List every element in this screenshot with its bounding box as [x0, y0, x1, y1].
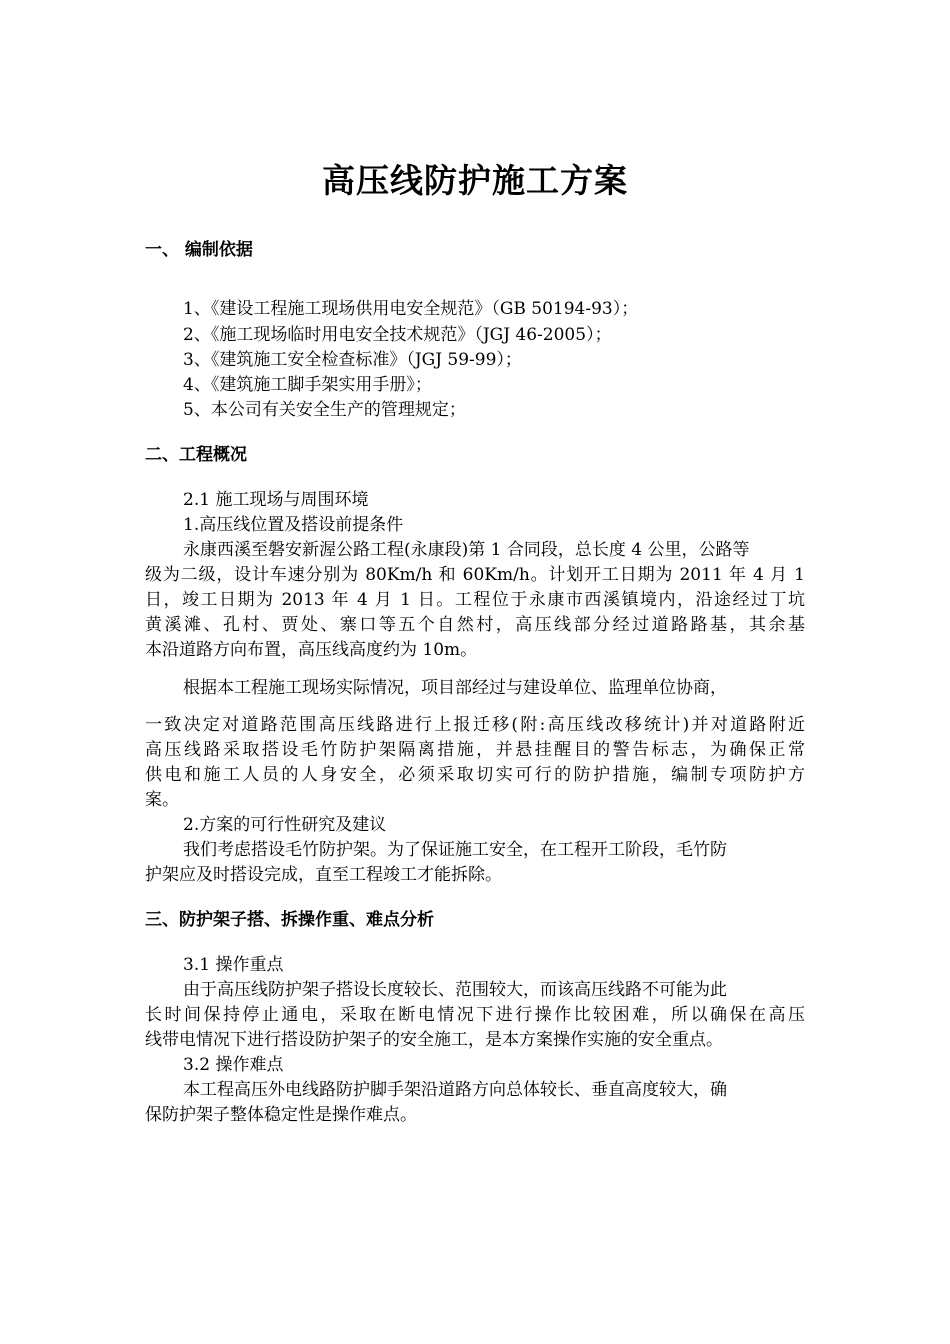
- para4-line-2: 长时间保持停止通电，采取在断电情况下进行操作比较困难，所以确保在高压: [145, 1005, 805, 1025]
- para2-line-1: 根据本工程施工现场实际情况，项目部经过与建设单位、监理单位协商，: [183, 678, 727, 698]
- para1-line-2: 级为二级，设计车速分别为 80Km/h 和 60Km/h。计划开工日期为 2011 年 4 月 1: [145, 565, 805, 585]
- para5-line-1: 本工程高压外电线路防护脚手架沿道路方向总体较长、垂直高度较大，确: [183, 1080, 727, 1100]
- basis-item-5: 5、本公司有关安全生产的管理规定；: [183, 400, 466, 420]
- para2-line-2: 一致决定对道路范围高压线路进行上报迁移(附:高压线改移统计)并对道路附近: [145, 715, 805, 735]
- para1-line-1: 永康西溪至磐安新渥公路工程(永康段)第 1 合同段，总长度 4 公里，公路等: [183, 540, 750, 560]
- para1-line-5: 本沿道路方向布置，高压线高度约为 10m。: [145, 640, 478, 660]
- document-title: 高压线防护施工方案: [322, 161, 628, 200]
- subheading-2-1: 2.1 施工现场与周围环境: [183, 490, 369, 510]
- basis-item-3: 3、《建筑施工安全检查标准》（JGJ 59-99）；: [183, 350, 522, 370]
- basis-item-1: 1、《建设工程施工现场供用电安全规范》（GB 50194-93）；: [183, 299, 639, 319]
- para4-line-1: 由于高压线防护架子搭设长度较长、范围较大，而该高压线路不可能为此: [183, 980, 727, 1000]
- para2-line-5: 案。: [145, 790, 179, 810]
- section-heading-3: 三、防护架子搭、拆操作重、难点分析: [145, 910, 434, 930]
- section-heading-2: 二、工程概况: [145, 445, 247, 465]
- subheading-2: 2.方案的可行性研究及建议: [183, 815, 387, 835]
- subheading-3-1: 3.1 操作重点: [183, 955, 284, 975]
- para2-line-4: 供电和施工人员的人身安全，必须采取切实可行的防护措施，编制专项防护方: [145, 765, 805, 785]
- basis-item-4: 4、《建筑施工脚手架实用手册》；: [183, 375, 432, 395]
- subheading-3-2: 3.2 操作难点: [183, 1055, 284, 1075]
- para3-line-1: 我们考虑搭设毛竹防护架。为了保证施工安全，在工程开工阶段，毛竹防: [183, 840, 727, 860]
- subheading-1: 1.高压线位置及搭设前提条件: [183, 515, 404, 535]
- para1-line-4: 黄溪滩、孔村、贾处、寨口等五个自然村，高压线部分经过道路路基，其余基: [145, 615, 805, 635]
- basis-item-2: 2、《施工现场临时用电安全技术规范》（JGJ 46-2005）；: [183, 325, 612, 345]
- para2-line-3: 高压线路采取搭设毛竹防护架隔离措施，并悬挂醒目的警告标志，为确保正常: [145, 740, 805, 760]
- para4-line-3: 线带电情况下进行搭设防护架子的安全施工，是本方案操作实施的安全重点。: [145, 1030, 723, 1050]
- section-heading-1: 一、 编制依据: [145, 240, 253, 260]
- para3-line-2: 护架应及时搭设完成，直至工程竣工才能拆除。: [145, 865, 502, 885]
- para1-line-3: 日，竣工日期为 2013 年 4 月 1 日。工程位于永康市西溪镇境内，沿途经过丁坑: [145, 590, 805, 610]
- para5-line-2: 保防护架子整体稳定性是操作难点。: [145, 1105, 417, 1125]
